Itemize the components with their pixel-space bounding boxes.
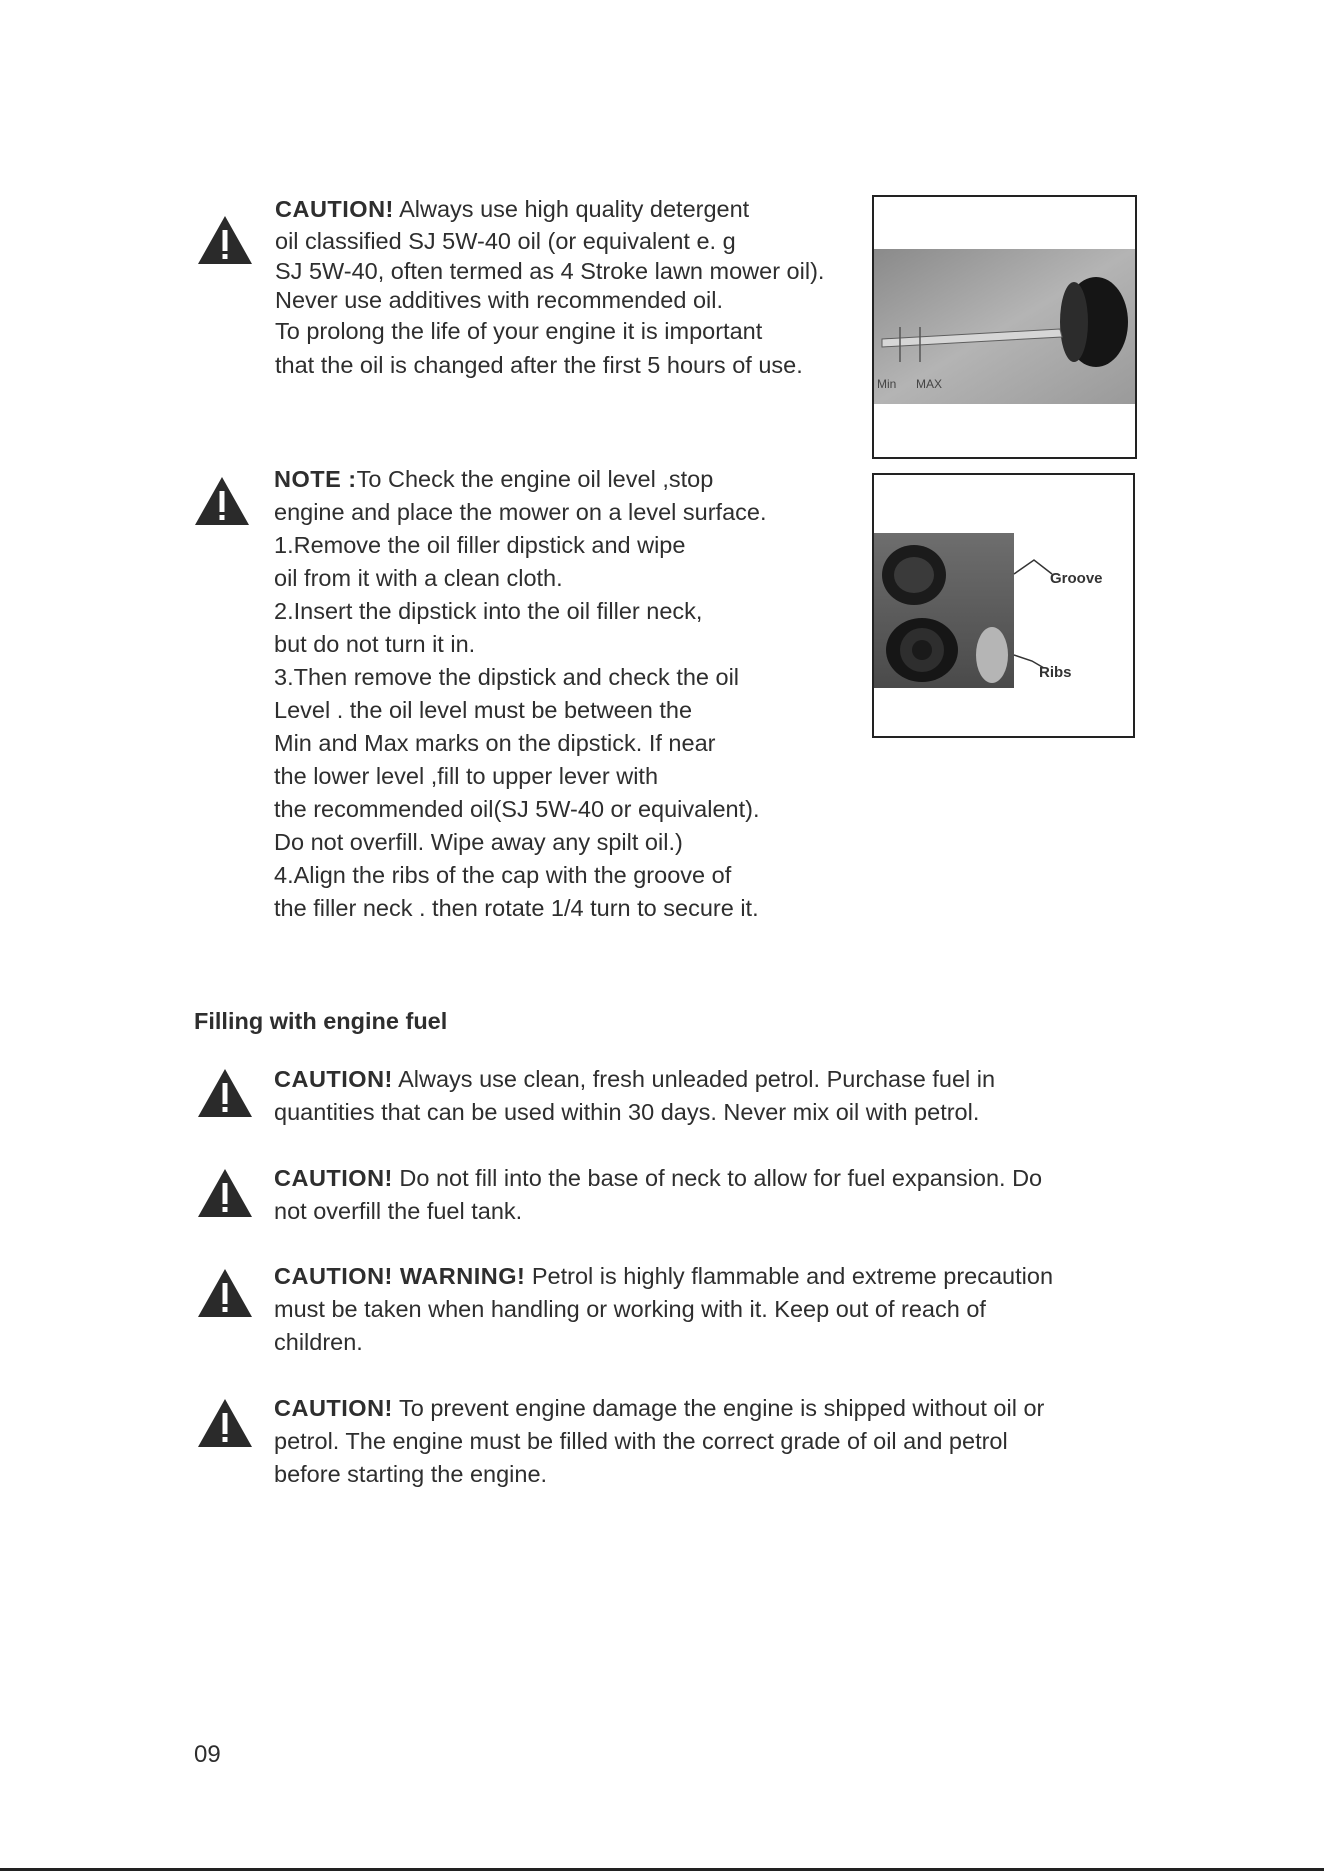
caution-lead: CAUTION! (274, 1395, 393, 1421)
filler-neck-photo (872, 473, 1135, 738)
page-bottom-rule (0, 1868, 1324, 1871)
warning-icon (196, 1167, 254, 1219)
caution-lead: CAUTION! (274, 1066, 393, 1092)
caution-fresh-petrol: CAUTION! Always use clean, fresh unleaded petrol. Purchase fuel in quantities that can be used within 30 days. Never mix oil with petrol. (274, 1066, 996, 1125)
warning-icon (196, 1067, 254, 1119)
dipstick-photo (872, 195, 1137, 459)
warning-icon (196, 1267, 254, 1319)
section-title: Filling with engine fuel (194, 1008, 448, 1034)
groove-label: Groove (1050, 570, 1103, 587)
note-lead: NOTE : (274, 466, 357, 492)
caution-petrol-flammable: CAUTION! WARNING! Petrol is highly flammable and extreme precaution must be taken when handling or working with it. Keep out of reach of children. (274, 1263, 1054, 1355)
page-number: 09 (194, 1741, 221, 1768)
warning-icon (196, 1397, 254, 1449)
caution-shipped-without-oil: CAUTION! To prevent engine damage the engine is shipped without oil or petrol. The engine must be filled with the correct grade of oil and petrol before starting the engine. (274, 1395, 1045, 1487)
note-check-oil-level: NOTE :To Check the engine oil level ,stop engine and place the mower on a level surface. 1.Remove the oil filler dipstick and wipe oil from it with a clean cloth. 2.Insert the dipstick into the oil filler neck, but do not turn it in. 3.Then remove the dipstick and check the oil Level . the oil level must be between the Min and Max marks on the dipstick. If near the lower level ,fill to upper lever with the recommended oil(SJ 5W-40 or equivalent). Do not overfill. Wipe away any spilt oil.) 4.Align the ribs of the cap with the groove of the filler neck . then rotate 1/4 turn to secure it. (274, 466, 767, 921)
caution-fuel-expansion: CAUTION! Do not fill into the base of neck to allow for fuel expansion. Do not overfill the fuel tank. (274, 1165, 1043, 1224)
warning-icon (196, 214, 254, 266)
caution-lead: CAUTION! (275, 196, 394, 222)
ribs-label: Ribs (1039, 664, 1072, 681)
warning-icon (193, 475, 251, 527)
caution-oil-quality: CAUTION! Always use high quality detergent oil classified SJ 5W-40 oil (or equivalent e. g SJ 5W-40, often termed as 4 Stroke lawn mower oil). Never use additives with recommended oil. To prolong the life of your engine it is important that the oil is changed after the first 5 hours of use. (275, 196, 825, 378)
caution-lead: CAUTION! (274, 1165, 393, 1191)
max-mark-label: MAX (916, 377, 943, 391)
caution-lead: CAUTION! WARNING! (274, 1263, 526, 1289)
min-mark-label: Min (877, 377, 897, 391)
